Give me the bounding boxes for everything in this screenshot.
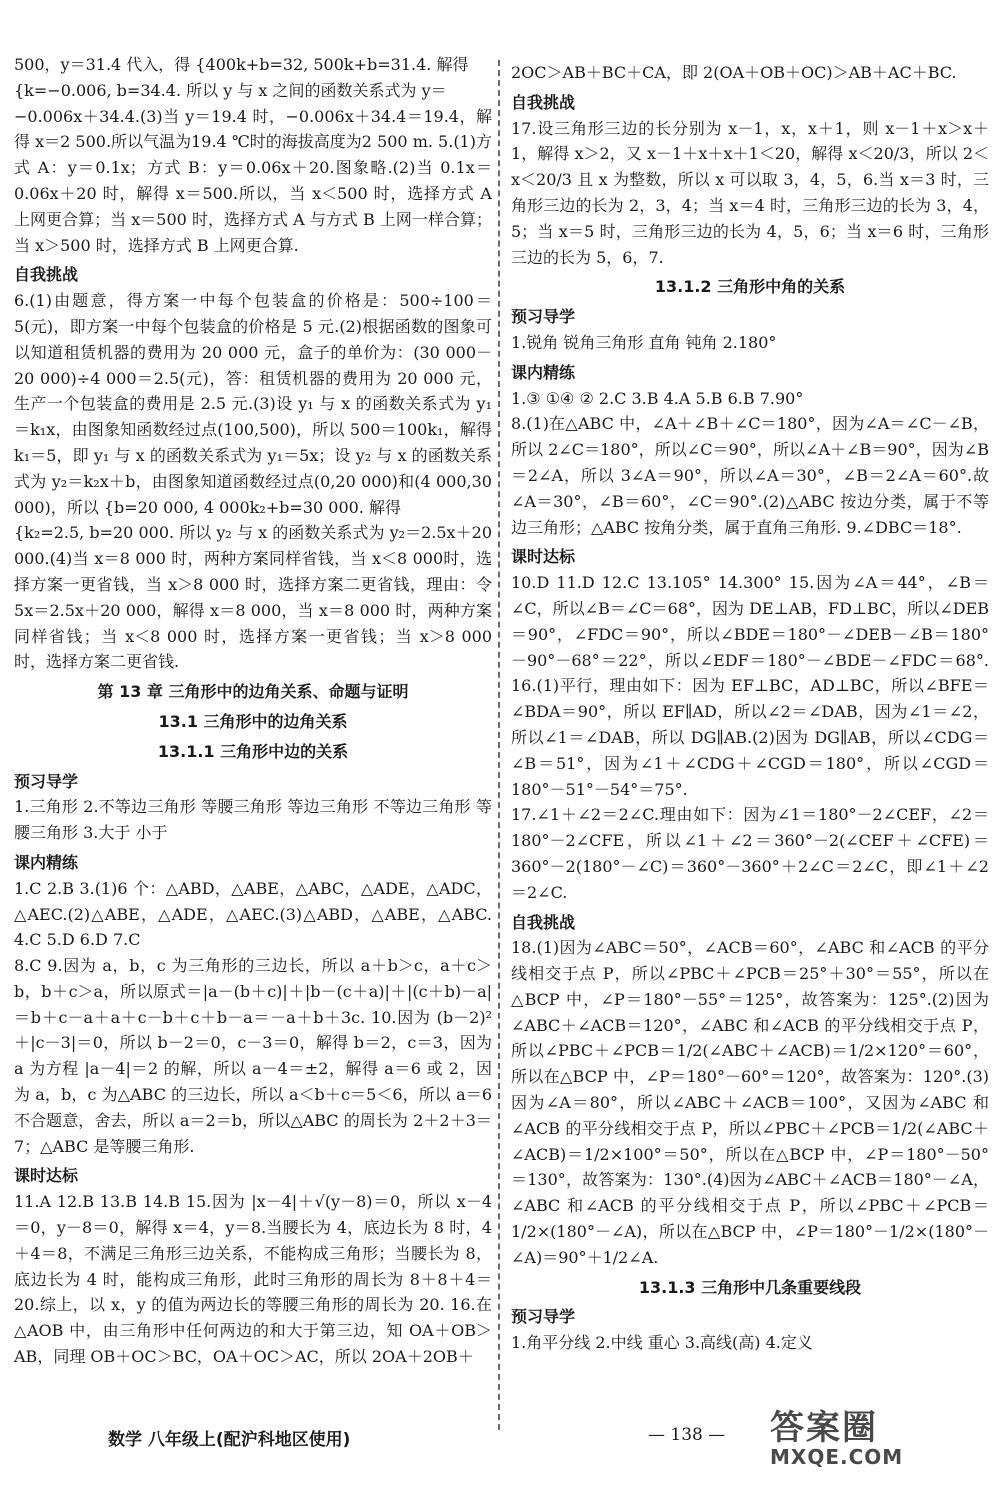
footer-subject: 数学 八年级上(配沪科地区使用) xyxy=(108,1430,351,1450)
answer-paragraph: {k=−0.006, b=34.4. 所以 y 与 x 之间的函数关系式为 y＝ xyxy=(14,80,447,100)
answer-paragraph: 1.③ ①④ ② 2.C 3.B 4.A 5.B 6.B 7.90° xyxy=(511,388,804,408)
watermark-text: 答案圈 xyxy=(770,1408,878,1448)
answer-paragraph: 6.(1)由题意，得方案一中每个包装盒的价格是：500÷100＝5(元)，即方案一中每个包装盒的价格是 5 元.(2)根据函数的图象可以知道租赁机器的费用为 20 000 元，盒子的单价为：(30 000－20 000)÷4 000＝2.5(元)，答：租赁机器的费用为 20 000 元，生产一个包装盒的费用是 2.5 元.(3)设 y₁ 与 x 的函数关系式为 y₁＝k₁x，由图象知函数经过点(100,500)，所以 500＝100k₁，解得 k₁＝5，即 y₁ 与 x 的函数关系式为 y₁＝5x；设 y₂ 与 x 的函数关系式为 y₂＝k₂x＋b，由图象知道函数经过点(0,20 000)和(4 000,30 000)，所以 {b=20 000, 4 000k₂+b=30 000. 解得 xyxy=(14,291,492,517)
answer-paragraph: 17.∠1＋∠2＝2∠C.理由如下：因为∠1＝180°－2∠CEF，∠2＝180°－2∠CFE，所以∠1＋∠2＝360°－2(∠CEF＋∠CFE)＝360°－2(180°－∠C)＝360°－360°＋2∠C＝2∠C，即∠1＋∠2＝2∠C. xyxy=(511,805,989,902)
answer-paragraph: {k₂=2.5, b=20 000. 所以 y₂ 与 x 的函数关系式为 y₂＝2.5x＋20 000.(4)当 x＝8 000 时，两种方案同样省钱，当 x＜8 000时，选择方案一更省钱，当 x＞8 000 时，选择方案二更省钱，理由：令 5x＝2.5x＋20 000，解得 x＝8 000，当 x＝8 000 时，两种方案同样省钱；当 x＜8 000 时，选择方案一更省钱；当 x＞8 000 时，选择方案二更省钱. xyxy=(14,523,492,672)
answer-paragraph: 8.C 9.因为 a，b，c 为三角形的三边长，所以 a＋b＞c，a＋c＞b，b＋c＞a，所以原式＝|a－(b＋c)|＋|b－(c＋a)|＋|(c＋b)－a|＝b＋c－a＋a＋c－b＋c＋b－a＝－a＋b＋3c. 10.因为 (b－2)²＋|c－3|＝0，所以 b－2＝0，c－3＝0，解得 b＝2，c＝3，因为 a 为方程 |a－4|＝2 的解，所以 a－4＝±2，解得 a＝6 或 2，因为 a，b，c 为△ABC 的三边长，所以 a＜b＋c＝5＜6，所以 a＝6 不合题意，舍去，所以 a＝2＝b，所以△ABC 的周长为 2＋2＋3＝7；△ABC 是等腰三角形. xyxy=(14,956,492,1156)
answer-paragraph: 11.A 12.B 13.B 14.B 15.因为 |x－4|＋√(y－8)＝0，所以 x－4＝0，y－8＝0，解得 x＝4，y＝8.当腰长为 4，底边长为 8 时，4＋4＝8，不满足三角形三边关系，不能构成三角形；当腰长为 8，底边长为 4 时，能构成三角形，此时三角形的周长为 8＋8＋4＝20.综上，以 x，y 的值为两边长的等腰三角形的周长为 20. 16.在△AOB 中，由三角形中任何两边的和大于第三边，知 OA＋OB＞AB，同理 OB＋OC＞BC，OA＋OC＞AC，所以 2OA＋2OB＋ xyxy=(14,1192,492,1367)
chapter-heading: 13.1.2 三角形中角的关系 xyxy=(654,277,846,297)
chapter-heading: 第 13 章 三角形中的边角关系、命题与证明 xyxy=(97,682,409,702)
answer-paragraph: −0.006x＋34.4.(3)当 y＝19.4 时，−0.006x＋34.4＝19.4，解得 x＝2 500.所以气温为19.4 ℃时的海拔高度为2 500 m. 5.(1)方式 A：y＝0.1x；方式 B：y＝0.06x＋20.图象略.(2)当 0.1x＝0.06x＋20 时，解得 x＝500.所以，当 x＜500 时，选择方式 A 上网更合算；当 x＝500 时，选择方式 A 与方式 B 上网一样合算；当 x＞500 时，选择方式 B 上网更合算. xyxy=(14,106,492,255)
answer-paragraph: 17.设三角形三边的长分别为 x－1，x，x＋1，则 x－1＋x＞x＋1，解得 x＞2，又 x－1＋x＋x＋1＜20，解得 x＜20/3，所以 2＜x＜20/3 且 x 为整数，所以 x 可以取 3，4，5，6.当 x＝3 时，三角形三边的长为 2，3，4；当 x＝4 时，三角形三边的长为 3，4，5；当 x＝5 时，三角形三边的长为 4，5，6；当 x＝6 时，三角形三边的长为 5，6，7. xyxy=(511,118,989,267)
answer-paragraph: 1.锐角 锐角三角形 直角 钝角 2.180° xyxy=(511,332,777,352)
chapter-heading: 13.1 三角形中的边角关系 xyxy=(158,711,348,731)
answer-paragraph: 1.三角形 2.不等边三角形 等腰三角形 等边三角形 不等边三角形 等腰三角形 3.大于 小于 xyxy=(14,797,492,843)
answer-paragraph: 2OC＞AB＋BC＋CA，即 2(OA＋OB＋OC)＞AB＋AC＋BC. xyxy=(511,63,957,82)
section-heading: 课时达标 xyxy=(14,1166,79,1186)
section-heading: 自我挑战 xyxy=(511,92,576,112)
watermark-logo xyxy=(770,1400,990,1480)
chapter-heading: 13.1.1 三角形中边的关系 xyxy=(157,741,349,761)
answer-paragraph: 8.(1)在△ABC 中，∠A＋∠B＋∠C＝180°，因为∠A＝∠C－∠B，所以 2∠C＝180°，所以∠C＝90°，所以∠A＋∠B＝90°，因为∠B＝2∠A，所以 3∠A＝90°，所以∠A＝30°，∠B＝2∠A＝60°.故∠A＝30°，∠B＝60°，∠C＝90°.(2)△ABC 按边分类，属于不等边三角形；△ABC 按角分类，属于直角三角形. 9.∠DBC＝18°. xyxy=(511,414,989,537)
chapter-heading: 13.1.3 三角形中几条重要线段 xyxy=(638,1277,862,1297)
page-number: — 138 — xyxy=(648,1425,726,1445)
right-column xyxy=(511,60,989,1356)
section-heading: 预习导学 xyxy=(511,1307,576,1327)
left-column xyxy=(14,52,492,1370)
answer-paragraph: 10.D 11.D 12.C 13.105° 14.300° 15.因为∠A＝44°，∠B＝∠C，所以∠B＝∠C＝68°，因为 DE⊥AB，FD⊥BC，所以∠DEB＝90°，∠FDC＝90°，所以∠BDE＝180°－∠DEB－∠B＝180°－90°－68°＝22°，所以∠EDF＝180°－∠BDE－∠FDC＝68°. 16.(1)平行，理由如下：因为 EF⊥BC，AD⊥BC，所以∠BFE＝∠BDA＝90°，所以 EF∥AD，所以∠2＝∠DAB，因为∠1＝∠2，所以∠1＝∠DAB，所以 DG∥AB.(2)因为 DG∥AB，所以∠CDG＝∠B＝51°，因为∠1＋∠CDG＋∠CGD＝180°，所以∠CGD＝180°－51°－54°＝75°. xyxy=(511,573,989,799)
section-heading: 课内精练 xyxy=(511,362,576,382)
section-heading: 预习导学 xyxy=(14,771,79,791)
answer-paragraph: 1.C 2.B 3.(1)6 个：△ABD，△ABE，△ABC，△ADE，△ADC，△AEC.(2)△ABE，△ADE，△AEC.(3)△ABD，△ABE，△ABC. 4.C 5.D 6.D 7.C xyxy=(14,878,492,950)
section-heading: 自我挑战 xyxy=(511,912,576,932)
section-heading: 自我挑战 xyxy=(14,265,79,285)
answer-paragraph: 18.(1)因为∠ABC＝50°，∠ACB＝60°，∠ABC 和∠ACB 的平分线相交于点 P，所以∠PBC＋∠PCB＝25°＋30°＝55°，所以在△BCP 中，∠P＝180°－55°＝125°，故答案为：125°.(2)因为∠ABC＋∠ACB＝120°，∠ABC 和∠ACB 的平分线相交于点 P，所以∠PBC＋∠PCB＝1/2(∠ABC＋∠ACB)＝1/2×120°＝60°，所以在△BCP 中，∠P＝180°－60°＝120°，故答案为：120°.(3)因为∠A＝80°，所以∠ABC＋∠ACB＝100°，又因为∠ABC 和∠ACB 的平分线相交于点 P，所以∠PBC＋∠PCB＝1/2(∠ABC＋∠ACB)＝1/2×100°＝50°，所以在△BCP 中，∠P＝180°－50°＝130°，故答案为：130°.(4)因为∠ABC＋∠ACB＝180°－∠A，∠ABC 和∠ACB 的平分线相交于点 P，所以∠PBC＋∠PCB＝1/2×(180°－∠A)，所以在△BCP 中，∠P＝180°－1/2×(180°－∠A)＝90°＋1/2∠A. xyxy=(511,938,989,1267)
section-heading: 课内精练 xyxy=(14,852,79,872)
section-heading: 预习导学 xyxy=(511,307,576,327)
watermark-url: MXQE.COM xyxy=(770,1445,904,1469)
column-divider xyxy=(498,60,500,1430)
section-heading: 课时达标 xyxy=(511,547,576,567)
answer-paragraph: 500，y＝31.4 代入，得 {400k+b=32, 500k+b=31.4. 解得 xyxy=(14,55,469,74)
answer-paragraph: 1.角平分线 2.中线 重心 3.高线(高) 4.定义 xyxy=(511,1333,813,1353)
